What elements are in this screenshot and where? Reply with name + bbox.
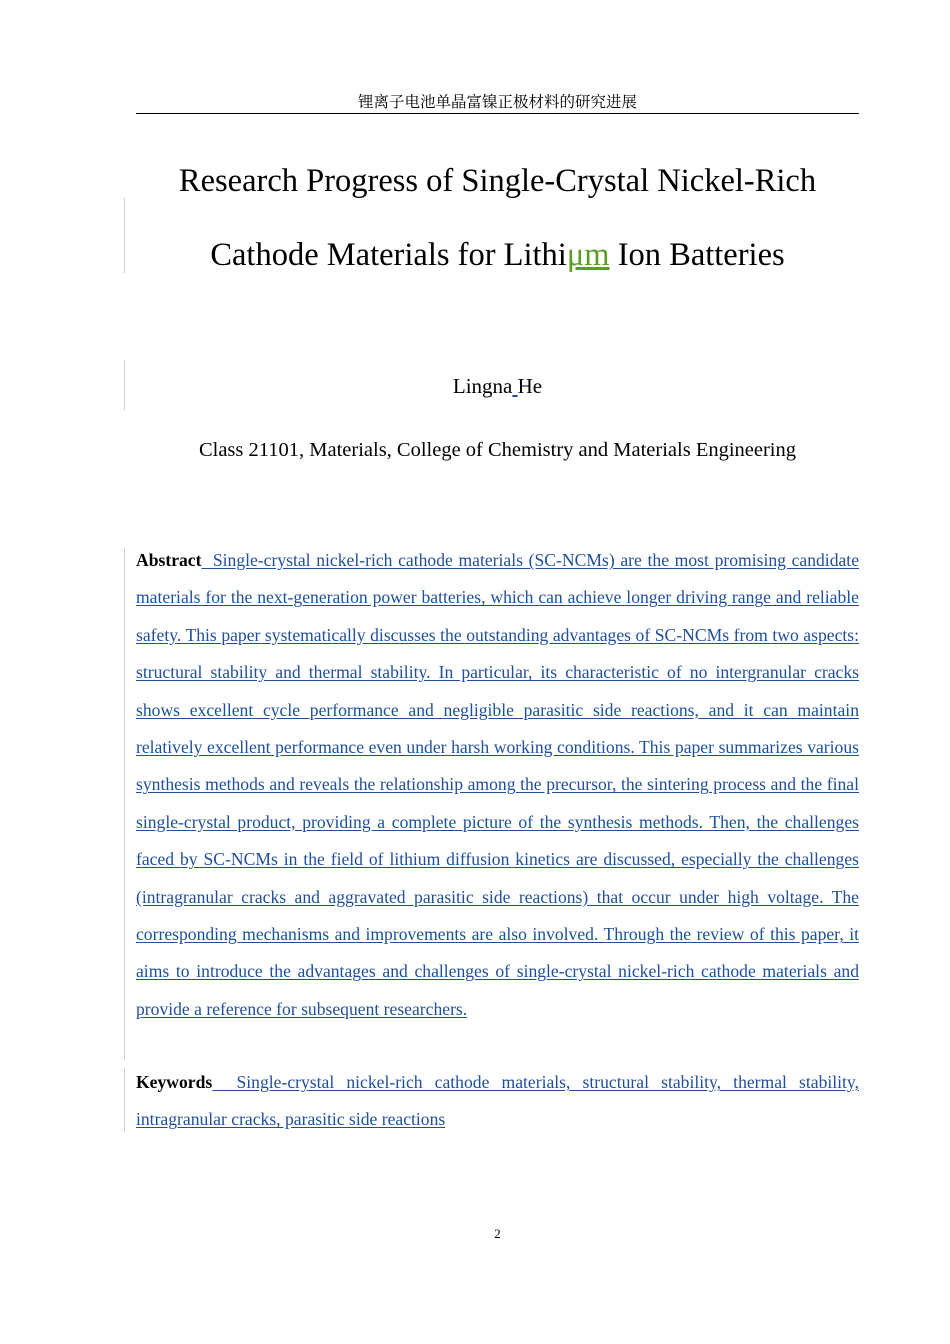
page-number: 2: [494, 1226, 501, 1241]
change-bar: [124, 360, 125, 410]
title-line-2: [210, 237, 784, 273]
change-bar: [124, 198, 125, 273]
change-bar: [124, 548, 125, 1060]
author-last-name: He: [517, 374, 543, 398]
title-text: Ion Batteries: [609, 237, 785, 273]
author-first-name: Lingna: [452, 374, 513, 398]
abstract-text[interactable]: Single-crystal nickel-rich cathode materials (SC-NCMs) are the most promising candidate materials for the next-generation power batteries, which can achieve longer driving range and reliable safety. This paper systematically discusses the outstanding advantages of SC-NCMs from two aspects: structural stability and thermal stability. In particular, its characteristic of no intergranular cracks shows excellent cycle performance and negligible parasitic side reactions, and it can maintain relatively excellent performance even under harsh working conditions. This paper summarizes various synthesis methods and reveals the relationship among the precursor, the sintering process and the final single-crystal product, providing a complete picture of the synthesis methods. Then, the challenges faced by SC-NCMs in the field of lithium diffusion kinetics are discussed, especially the challenges (intragranular cracks and aggravated parasitic side reactions) that occur under high voltage. The corresponding mechanisms and improvements are also involved. Through the review of this paper, it aims to introduce the advantages and challenges of single-crystal nickel-rich cathode materials and provide a reference for subsequent researchers.: [136, 550, 860, 1019]
running-header: 锂离子电池单晶富镍正极材料的研究进展: [136, 92, 859, 114]
keywords-label: Keywords: [136, 1072, 213, 1092]
keywords-paragraph: [136, 1064, 859, 1139]
abstract-paragraph: [136, 542, 859, 1028]
abstract-label: Abstract: [136, 550, 202, 570]
title-text: Cathode Materials for Lithi: [210, 237, 567, 273]
affiliation: Class 21101, Materials, College of Chemistry and Materials Engineering: [198, 439, 797, 461]
paper-title: [136, 144, 859, 292]
change-bar: [124, 1068, 125, 1132]
keywords-text[interactable]: Single-crystal nickel-rich cathode materials, structural stability, thermal stability, intragranular cracks, parasitic side reactions: [136, 1072, 859, 1130]
title-line-1: Research Progress of Single-Crystal Nickel-Rich: [178, 163, 817, 199]
tracked-insertion[interactable]: μm: [566, 237, 610, 273]
author-name: [136, 372, 859, 400]
